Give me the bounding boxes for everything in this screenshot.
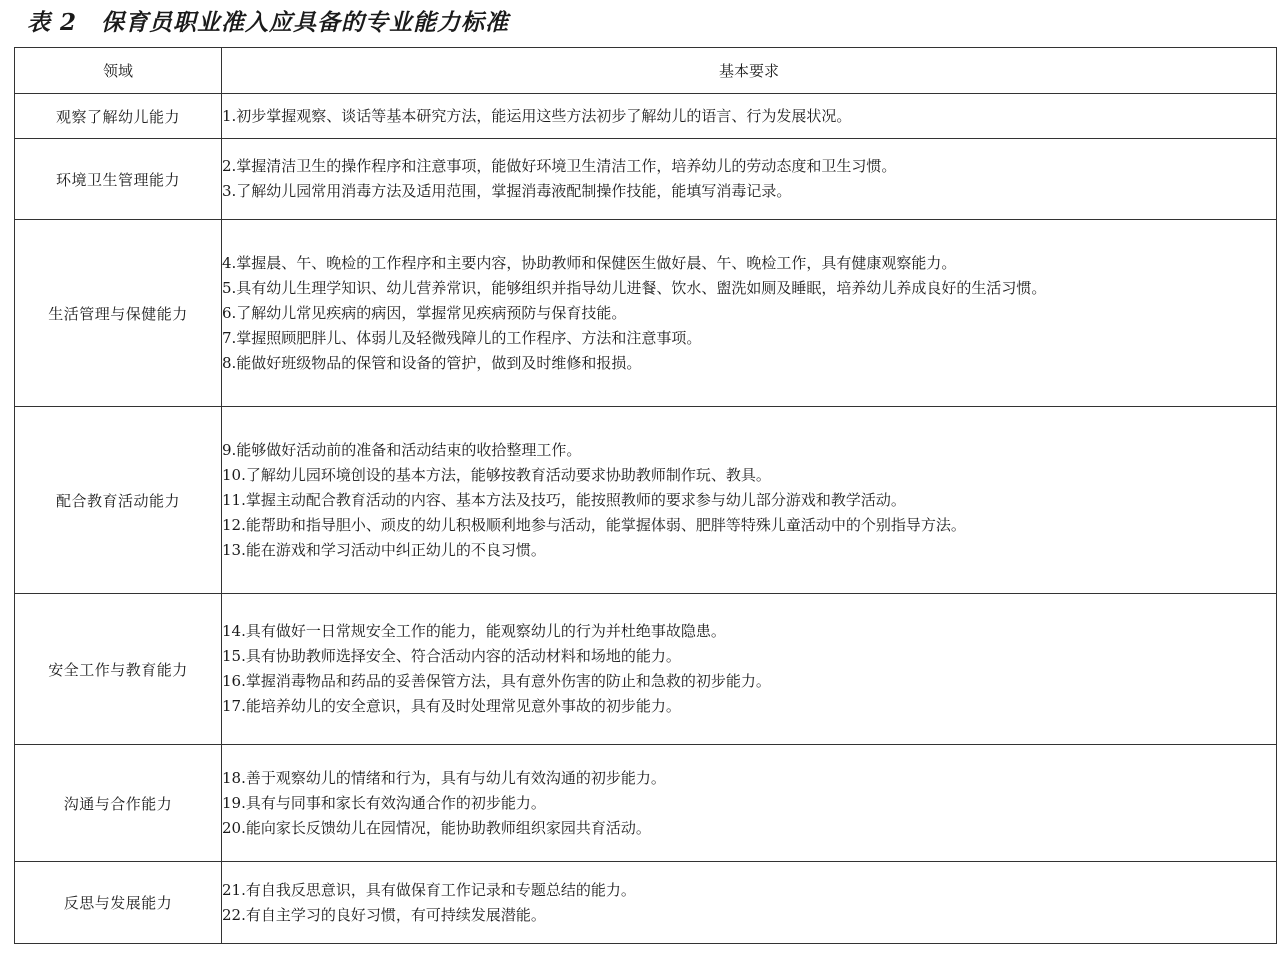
requirement-item: 8.能做好班级物品的保管和设备的管护，做到及时维修和报损。 [222, 353, 642, 372]
requirement-item: 17.能培养幼儿的安全意识，具有及时处理常见意外事故的初步能力。 [222, 697, 681, 715]
requirement-item: 21.有自我反思意识，具有做保育工作记录和专题总结的能力。 [222, 880, 636, 899]
table-caption [27, 6, 509, 40]
table-row [15, 862, 1277, 944]
requirements-cell [222, 745, 1277, 862]
requirement-item: 9.能够做好活动前的准备和活动结束的收拾整理工作。 [222, 440, 582, 459]
competency-standards-table [14, 47, 1277, 944]
requirement-item: 7.掌握照顾肥胖儿、体弱儿及轻微残障儿的工作程序、方法和注意事项。 [222, 328, 702, 347]
domain-cell: 环境卫生管理能力 [15, 139, 222, 220]
requirement-item: 3.了解幼儿园常用消毒方法及适用范围，掌握消毒液配制操作技能，能填写消毒记录。 [222, 182, 792, 200]
requirement-item: 12.能帮助和指导胆小、顽皮的幼儿积极顺利地参与活动，能掌握体弱、肥胖等特殊儿童活动中的个别指导方法。 [222, 515, 966, 534]
requirements-cell [222, 594, 1277, 745]
requirement-item: 16.掌握消毒物品和药品的妥善保管方法，具有意外伤害的防止和急救的初步能力。 [222, 672, 771, 690]
header-row [15, 48, 1277, 94]
table-number: 表 2 [27, 9, 78, 36]
header-requirements: 基本要求 [222, 48, 1277, 94]
domain-cell: 观察了解幼儿能力 [15, 94, 222, 139]
requirements-cell [222, 94, 1277, 139]
requirements-cell [222, 220, 1277, 407]
domain-cell: 生活管理与保健能力 [15, 220, 222, 407]
requirement-item: 10.了解幼儿园环境创设的基本方法，能够按教育活动要求协助教师制作玩、教具。 [222, 465, 771, 484]
table-title: 保育员职业准入应具备的专业能力标准 [101, 9, 510, 36]
domain-cell: 安全工作与教育能力 [15, 594, 222, 745]
domain-cell: 反思与发展能力 [15, 862, 222, 944]
table-row [15, 407, 1277, 594]
table-row [15, 139, 1277, 220]
table-row [15, 594, 1277, 745]
requirement-item: 18.善于观察幼儿的情绪和行为，具有与幼儿有效沟通的初步能力。 [222, 768, 666, 787]
requirement-item: 19.具有与同事和家长有效沟通合作的初步能力。 [222, 793, 546, 812]
requirement-item: 2.掌握清洁卫生的操作程序和注意事项，能做好环境卫生清洁工作，培养幼儿的劳动态度和卫生习惯。 [222, 157, 897, 175]
domain-cell: 配合教育活动能力 [15, 407, 222, 594]
requirement-item: 6.了解幼儿常见疾病的病因，掌握常见疾病预防与保育技能。 [222, 303, 627, 322]
requirement-item: 1.初步掌握观察、谈话等基本研究方法，能运用这些方法初步了解幼儿的语言、行为发展状况。 [222, 106, 852, 125]
domain-cell: 沟通与合作能力 [15, 745, 222, 862]
requirement-item: 13.能在游戏和学习活动中纠正幼儿的不良习惯。 [222, 540, 546, 559]
requirement-item: 11.掌握主动配合教育活动的内容、基本方法及技巧，能按照教师的要求参与幼儿部分游戏和教学活动。 [222, 490, 906, 509]
requirement-item: 14.具有做好一日常规安全工作的能力，能观察幼儿的行为并杜绝事故隐患。 [222, 622, 726, 640]
table-row [15, 94, 1277, 139]
requirement-item: 20.能向家长反馈幼儿在园情况，能协助教师组织家园共育活动。 [222, 818, 651, 837]
requirement-item: 15.具有协助教师选择安全、符合活动内容的活动材料和场地的能力。 [222, 647, 681, 665]
table-row [15, 745, 1277, 862]
requirements-cell [222, 139, 1277, 220]
table-row [15, 220, 1277, 407]
header-domain: 领域 [15, 48, 222, 94]
requirements-cell [222, 407, 1277, 594]
requirement-item: 5.具有幼儿生理学知识、幼儿营养常识，能够组织并指导幼儿进餐、饮水、盥洗如厕及睡眠，培养幼儿养成良好的生活习惯。 [222, 278, 1047, 297]
requirement-item: 4.掌握晨、午、晚检的工作程序和主要内容，协助教师和保健医生做好晨、午、晚检工作，具有健康观察能力。 [222, 253, 957, 272]
requirement-item: 22.有自主学习的良好习惯，有可持续发展潜能。 [222, 905, 546, 924]
requirements-cell [222, 862, 1277, 944]
